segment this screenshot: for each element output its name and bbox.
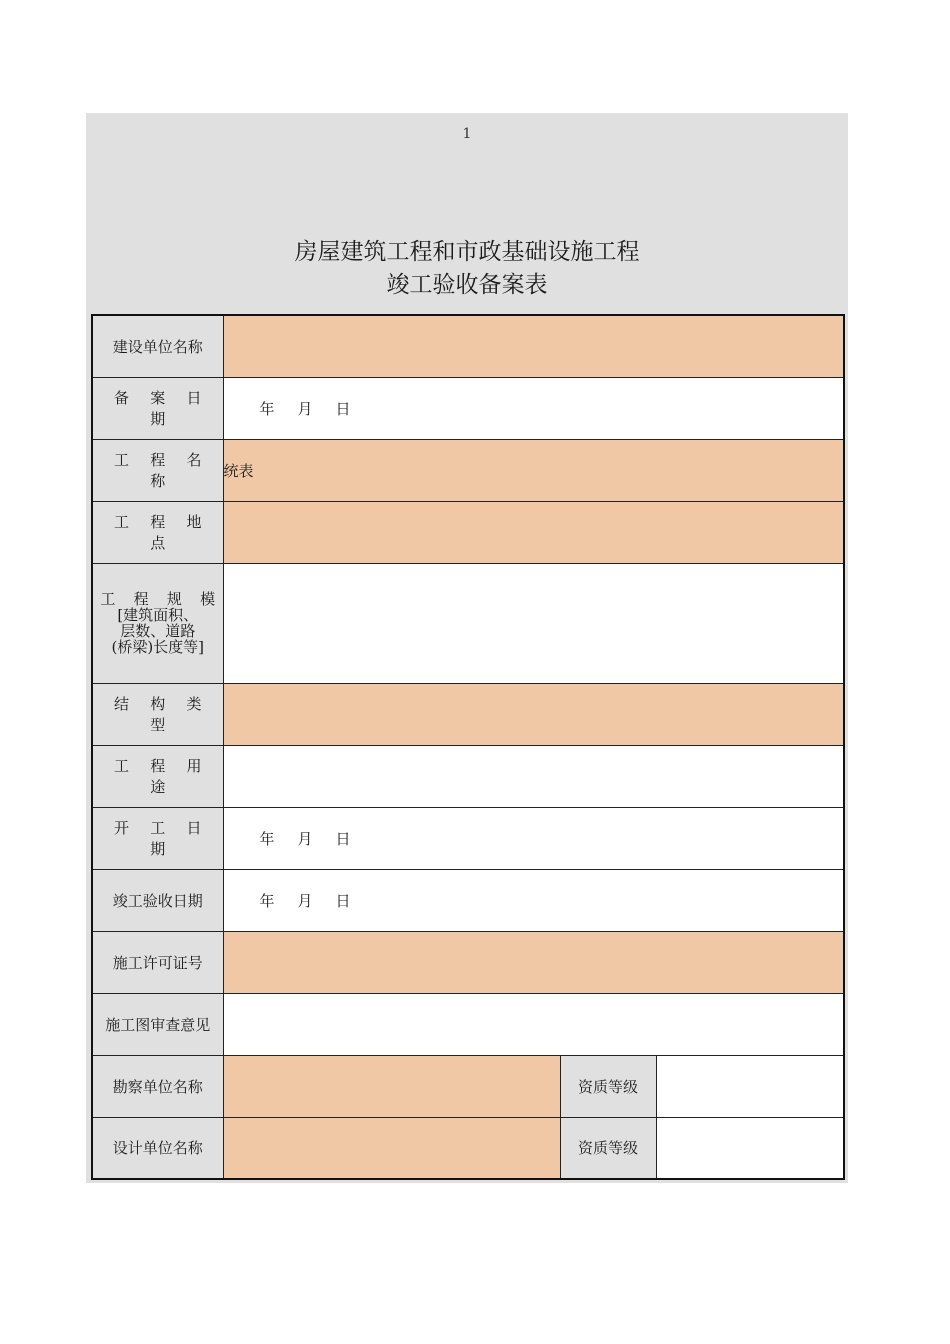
- survey-unit-field[interactable]: [223, 1055, 560, 1117]
- acceptance-date-month: 月: [297, 891, 313, 910]
- start-date-label: 开 工 日 期: [92, 807, 223, 869]
- project-scale-label-line-1: 工 程 规 模: [100, 590, 222, 608]
- row-project-location: [92, 501, 844, 563]
- construction-permit-field[interactable]: [223, 931, 844, 993]
- start-date-field[interactable]: [223, 807, 844, 869]
- row-project-name: [92, 439, 844, 501]
- project-use-label: 工 程 用 途: [92, 745, 223, 807]
- structure-type-label: 结 构 类 型: [92, 683, 223, 745]
- design-unit-label: 设计单位名称: [92, 1117, 223, 1179]
- record-date-field[interactable]: [223, 377, 844, 439]
- row-builder-name: [92, 315, 844, 377]
- page-number: 1: [462, 126, 472, 142]
- acceptance-date-day: 日: [335, 891, 351, 910]
- project-scale-label-line-2: [建筑面积、: [117, 606, 199, 624]
- start-date-year: 年: [259, 829, 275, 848]
- builder-name-label: 建设单位名称: [92, 315, 223, 377]
- row-drawing-review: [92, 993, 844, 1055]
- survey-unit-label: 勘察单位名称: [92, 1055, 223, 1117]
- form-title: [86, 236, 848, 302]
- row-survey-unit: [92, 1055, 844, 1117]
- row-project-scale: [92, 563, 844, 683]
- record-date-month: 月: [297, 399, 313, 418]
- project-location-field[interactable]: [223, 501, 844, 563]
- record-date-day: 日: [335, 399, 351, 418]
- row-structure-type: [92, 683, 844, 745]
- project-scale-label: [92, 563, 223, 683]
- record-date-label: 备 案 日 期: [92, 377, 223, 439]
- form-title-line-1: 房屋建筑工程和市政基础设施工程: [294, 239, 640, 265]
- structure-type-field[interactable]: [223, 683, 844, 745]
- survey-qualification-label: 资质等级: [560, 1055, 656, 1117]
- project-name-label: 工 程 名 称: [92, 439, 223, 501]
- start-date-day: 日: [335, 829, 351, 848]
- project-scale-label-line-4: (桥梁)长度等]: [111, 638, 205, 656]
- project-name-field[interactable]: 统表: [223, 439, 844, 501]
- project-scale-label-line-3: 层数、道路: [120, 622, 196, 640]
- drawing-review-label: 施工图审查意见: [92, 993, 223, 1055]
- record-form-table: [91, 314, 845, 1180]
- builder-name-field[interactable]: [223, 315, 844, 377]
- design-qualification-field[interactable]: [656, 1117, 844, 1179]
- design-qualification-label: 资质等级: [560, 1117, 656, 1179]
- form-title-line-2: 竣工验收备案表: [386, 272, 548, 298]
- row-record-date: [92, 377, 844, 439]
- record-date-year: 年: [259, 399, 275, 418]
- project-location-label: 工 程 地 点: [92, 501, 223, 563]
- drawing-review-field[interactable]: [223, 993, 844, 1055]
- row-design-unit: [92, 1117, 844, 1179]
- start-date-month: 月: [297, 829, 313, 848]
- acceptance-date-label: 竣工验收日期: [92, 869, 223, 931]
- row-project-use: [92, 745, 844, 807]
- row-construction-permit: [92, 931, 844, 993]
- project-use-field[interactable]: [223, 745, 844, 807]
- design-unit-field[interactable]: [223, 1117, 560, 1179]
- acceptance-date-field[interactable]: [223, 869, 844, 931]
- row-acceptance-date: [92, 869, 844, 931]
- construction-permit-label: 施工许可证号: [92, 931, 223, 993]
- row-start-date: [92, 807, 844, 869]
- acceptance-date-year: 年: [259, 891, 275, 910]
- survey-qualification-field[interactable]: [656, 1055, 844, 1117]
- project-scale-field[interactable]: [223, 563, 844, 683]
